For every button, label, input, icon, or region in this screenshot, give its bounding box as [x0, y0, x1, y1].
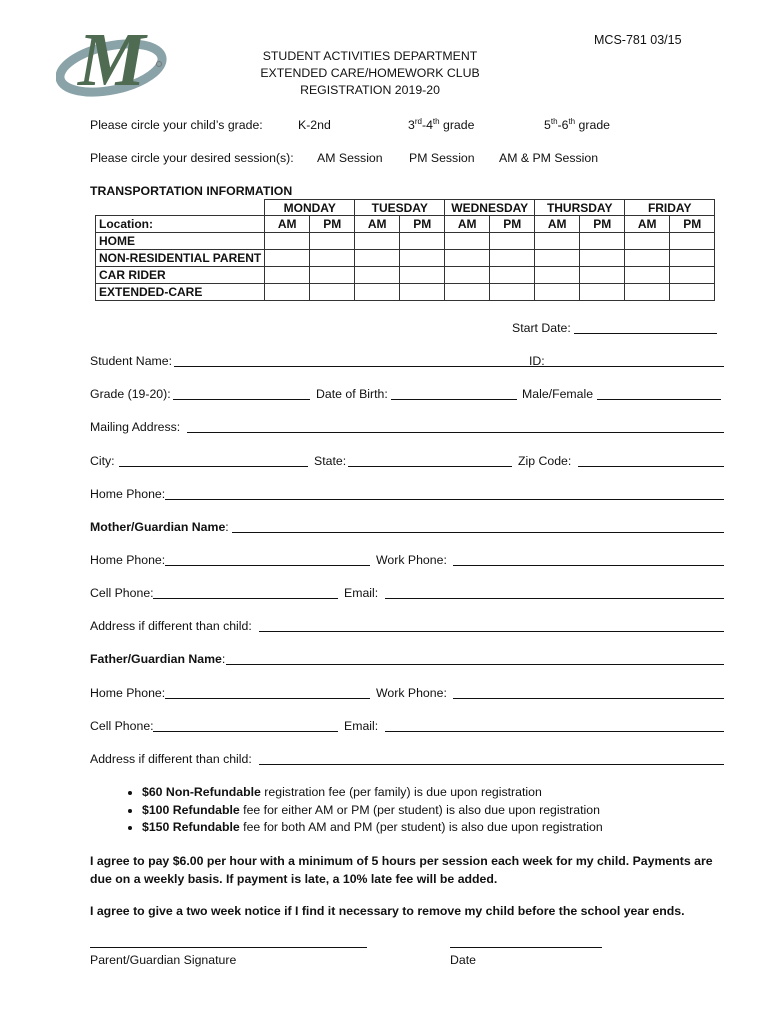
mother-name-row: [90, 520, 726, 534]
table-cell[interactable]: [445, 250, 490, 267]
student-name-label: Student Name:: [90, 354, 173, 368]
table-cell[interactable]: [355, 267, 400, 284]
table-cell[interactable]: [265, 233, 310, 250]
transportation-title: TRANSPORTATION INFORMATION: [90, 184, 293, 198]
session-choice-row: [90, 151, 726, 165]
father-home-phone-line[interactable]: [165, 698, 370, 699]
father-email-line[interactable]: [385, 731, 724, 732]
table-cell[interactable]: [400, 233, 445, 250]
session-prompt: Please circle your desired session(s):: [90, 151, 294, 165]
pm-header: PM: [400, 216, 445, 233]
am-header: AM: [535, 216, 580, 233]
grade-line[interactable]: [173, 399, 310, 400]
table-cell[interactable]: [265, 267, 310, 284]
table-cell[interactable]: [670, 284, 715, 301]
mother-work-phone-line[interactable]: [453, 565, 724, 566]
day-header: WEDNESDAY: [445, 200, 535, 216]
id-line[interactable]: [552, 366, 724, 367]
table-cell[interactable]: [625, 250, 670, 267]
table-cell[interactable]: [265, 250, 310, 267]
table-cell[interactable]: [490, 233, 535, 250]
mother-home-phone-label: Home Phone:: [90, 553, 166, 567]
list-item: • $150 Refundable fee for both AM and PM (per student) is also due upon registration: [142, 819, 603, 837]
table-cell[interactable]: [490, 284, 535, 301]
day-header: TUESDAY: [355, 200, 445, 216]
mother-home-phone-line[interactable]: [165, 565, 370, 566]
row-label: HOME: [96, 233, 265, 250]
mother-name-line[interactable]: [232, 532, 724, 533]
date-line[interactable]: [450, 947, 602, 948]
mother-name-label: Mother/Guardian Name:: [90, 520, 229, 534]
session-option-pm[interactable]: PM Session: [409, 151, 475, 165]
mother-address-row: [90, 619, 726, 633]
grade-prompt: Please circle your child’s grade:: [90, 118, 263, 132]
pm-header: PM: [670, 216, 715, 233]
row-label: EXTENDED-CARE: [96, 284, 265, 301]
father-email-label: Email:: [344, 719, 379, 733]
mother-email-line[interactable]: [385, 598, 724, 599]
pm-header: PM: [310, 216, 355, 233]
table-cell[interactable]: [265, 284, 310, 301]
zip-line[interactable]: [578, 466, 724, 467]
grade-option-3-4[interactable]: 3rd-4th grade: [408, 116, 475, 132]
id-label: ID:: [529, 354, 545, 368]
grade-option-5-6[interactable]: 5th-6th grade: [544, 116, 610, 132]
home-phone-row: [90, 487, 726, 501]
pm-header: PM: [490, 216, 535, 233]
day-header: FRIDAY: [625, 200, 715, 216]
table-cell[interactable]: [490, 250, 535, 267]
home-phone-line[interactable]: [165, 499, 724, 500]
table-cell[interactable]: [580, 267, 625, 284]
grade-label: Grade (19-20):: [90, 387, 171, 401]
table-cell[interactable]: [490, 267, 535, 284]
table-cell[interactable]: [670, 267, 715, 284]
father-cell-row: [90, 719, 726, 733]
table-cell[interactable]: [355, 233, 400, 250]
day-header: THURSDAY: [535, 200, 625, 216]
table-cell[interactable]: [625, 233, 670, 250]
table-cell[interactable]: [580, 233, 625, 250]
father-work-phone-line[interactable]: [453, 698, 724, 699]
table-cell[interactable]: [445, 267, 490, 284]
table-cell[interactable]: [310, 250, 355, 267]
table-cell[interactable]: [355, 284, 400, 301]
mother-cell-phone-label: Cell Phone:: [90, 586, 154, 600]
table-cell[interactable]: [445, 233, 490, 250]
table-cell[interactable]: [310, 284, 355, 301]
table-row: [96, 233, 715, 250]
date-label: Date: [450, 953, 476, 967]
mother-address-label: Address if different than child:: [90, 619, 252, 633]
mother-work-phone-label: Work Phone:: [376, 553, 447, 567]
table-cell[interactable]: [535, 250, 580, 267]
am-header: AM: [445, 216, 490, 233]
grade-option-k2[interactable]: K-2nd: [298, 118, 331, 132]
registration-year: REGISTRATION 2019-20: [300, 83, 440, 97]
mother-cell-row: [90, 586, 726, 600]
father-phone-row: [90, 686, 726, 700]
city-label: City:: [90, 454, 115, 468]
table-row: [96, 284, 715, 301]
logo-letter: M: [78, 18, 146, 102]
am-header: AM: [265, 216, 310, 233]
father-cell-phone-line[interactable]: [153, 731, 338, 732]
table-header-ampm: [96, 216, 715, 233]
school-logo: [56, 18, 171, 102]
table-cell[interactable]: [535, 267, 580, 284]
sex-line[interactable]: [597, 399, 721, 400]
table-cell[interactable]: [580, 284, 625, 301]
start-date-label: Start Date:: [512, 321, 571, 335]
start-date-line[interactable]: [574, 333, 717, 334]
payment-agreement: I agree to pay $6.00 per hour with a minimum of 5 hours per session each week for my child. Payments are due on a weekly basis. If payment is late, a 10% late fee will be added.: [90, 854, 713, 886]
table-cell[interactable]: [355, 250, 400, 267]
session-option-am-pm[interactable]: AM & PM Session: [499, 151, 599, 165]
father-address-line[interactable]: [259, 764, 724, 765]
home-phone-label: Home Phone:: [90, 487, 166, 501]
table-cell[interactable]: [535, 284, 580, 301]
table-cell[interactable]: [670, 233, 715, 250]
table-row: [96, 250, 715, 267]
student-name-row: [90, 354, 726, 368]
signature-label: Parent/Guardian Signature: [90, 953, 237, 967]
grade-choice-row: [90, 118, 726, 132]
am-header: AM: [355, 216, 400, 233]
table-cell[interactable]: [670, 250, 715, 267]
dob-label: Date of Birth:: [316, 387, 388, 401]
department-title: STUDENT ACTIVITIES DEPARTMENT: [262, 49, 478, 63]
mailing-address-line[interactable]: [187, 432, 724, 433]
table-row: [96, 267, 715, 284]
zip-label: Zip Code:: [518, 454, 572, 468]
day-header: MONDAY: [265, 200, 355, 216]
father-name-label: Father/Guardian Name:: [90, 652, 226, 666]
form-header: [230, 48, 510, 99]
row-label: CAR RIDER: [96, 267, 265, 284]
list-item: • $60 Non-Refundable registration fee (per family) is due upon registration: [142, 784, 603, 802]
mailing-address-label: Mailing Address:: [90, 420, 181, 434]
mother-address-line[interactable]: [259, 631, 724, 632]
state-line[interactable]: [348, 466, 512, 467]
table-cell[interactable]: [400, 250, 445, 267]
table-cell[interactable]: [535, 233, 580, 250]
program-title: EXTENDED CARE/HOMEWORK CLUB: [260, 66, 480, 80]
fee-list: [118, 784, 603, 837]
mother-phone-row: [90, 553, 726, 567]
transportation-table: [95, 199, 715, 301]
table-cell[interactable]: [580, 250, 625, 267]
state-label: State:: [314, 454, 347, 468]
pm-header: PM: [580, 216, 625, 233]
form-code: MCS-781 03/15: [594, 33, 682, 47]
city-state-zip-row: [90, 454, 726, 468]
am-header: AM: [625, 216, 670, 233]
table-header-days: [96, 200, 715, 216]
table-cell[interactable]: [400, 267, 445, 284]
father-address-label: Address if different than child:: [90, 752, 252, 766]
table-cell[interactable]: [625, 284, 670, 301]
mailing-address-row: [90, 420, 726, 434]
father-name-row: [90, 652, 726, 666]
father-home-phone-label: Home Phone:: [90, 686, 166, 700]
table-corner: [96, 200, 265, 216]
session-option-am[interactable]: AM Session: [317, 151, 383, 165]
location-header: Location:: [96, 216, 265, 233]
grade-dob-row: [90, 387, 726, 401]
table-cell[interactable]: [310, 233, 355, 250]
mother-email-label: Email:: [344, 586, 379, 600]
sex-label: Male/Female: [522, 387, 594, 401]
notice-agreement: I agree to give a two week notice if I find it necessary to remove my child before the school year ends.: [90, 904, 685, 918]
table-cell[interactable]: [310, 267, 355, 284]
signature-line[interactable]: [90, 947, 367, 948]
father-work-phone-label: Work Phone:: [376, 686, 447, 700]
table-cell[interactable]: [400, 284, 445, 301]
table-cell[interactable]: [445, 284, 490, 301]
father-name-line[interactable]: [226, 664, 724, 665]
row-label: NON-RESIDENTIAL PARENT: [96, 250, 265, 267]
father-cell-phone-label: Cell Phone:: [90, 719, 154, 733]
dob-line[interactable]: [391, 399, 517, 400]
father-address-row: [90, 752, 726, 766]
list-item: • $100 Refundable fee for either AM or PM (per student) is also due upon registration: [142, 802, 603, 820]
mother-cell-phone-line[interactable]: [153, 598, 338, 599]
city-line[interactable]: [119, 466, 308, 467]
table-cell[interactable]: [625, 267, 670, 284]
